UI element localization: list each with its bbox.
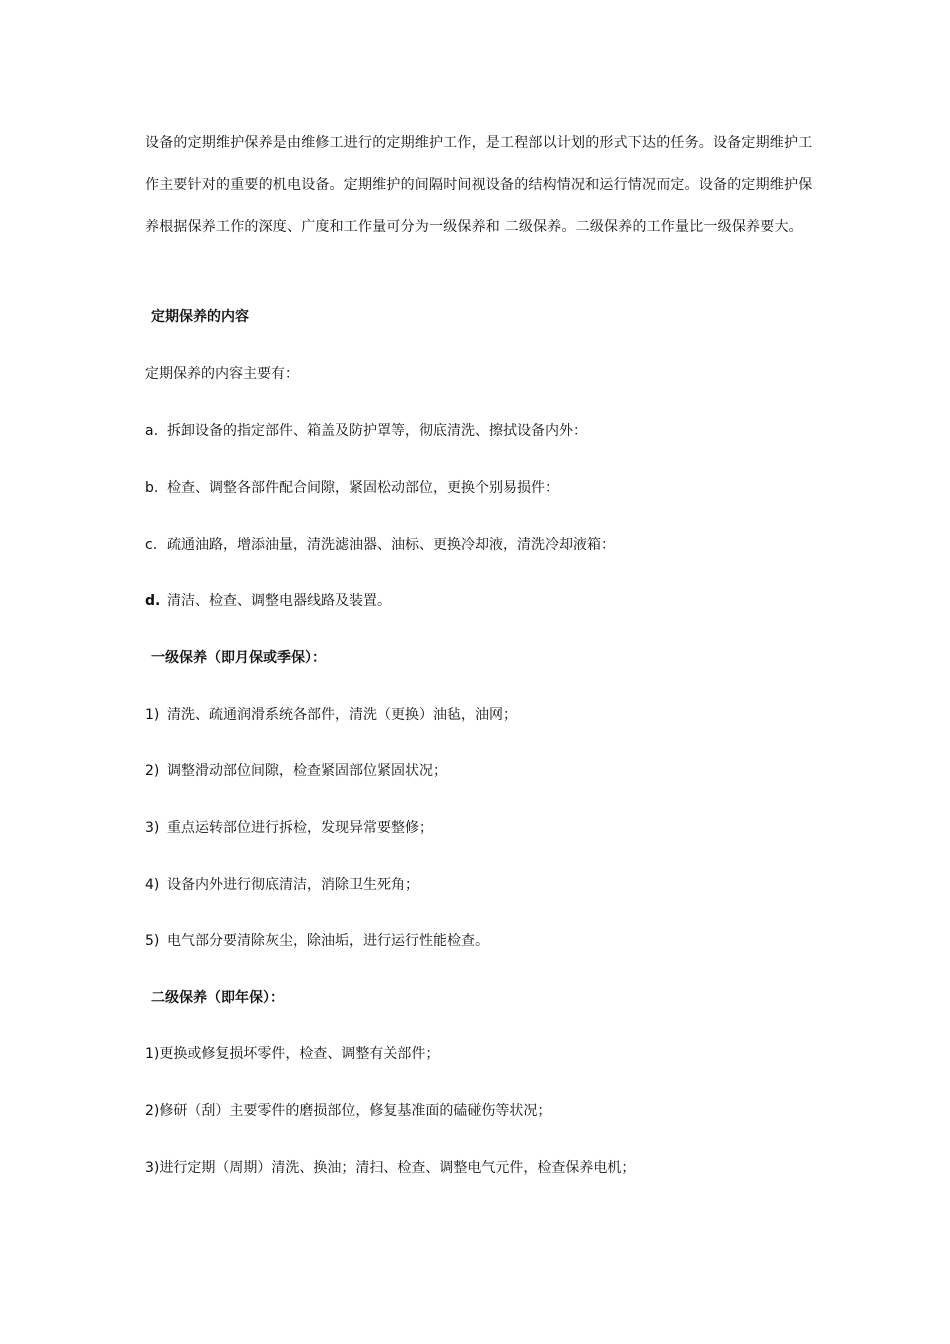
list-marker: 2) [145, 1103, 160, 1119]
list-item-text: 电气部分要清除灰尘，除油垢，进行运行性能检查。 [167, 933, 489, 949]
list-item-text: 重点运转部位进行拆检，发现异常要整修； [167, 820, 433, 836]
list-marker: 2) [145, 763, 160, 779]
section-heading-level2: 二级保养（即年保）： [151, 990, 284, 1006]
list-item [145, 421, 587, 441]
list-item [145, 535, 615, 555]
list-item-text: 拆卸设备的指定部件、箱盖及防护罩等，彻底清洗、擦拭设备内外： [167, 423, 587, 439]
list-item [145, 478, 559, 498]
list-item-text: 疏通油路，增添油量，清洗滤油器、油标、更换冷却液，清洗冷却液箱： [167, 537, 615, 553]
list-item-text: 清洁、检查、调整电器线路及装置。 [167, 593, 391, 609]
list-item [145, 591, 391, 611]
list-item [145, 875, 419, 895]
list-item [145, 705, 517, 725]
list-item [145, 1101, 551, 1121]
list-marker: 1) [145, 1046, 160, 1062]
list-marker: a. [145, 423, 159, 439]
list-item-text: 进行定期（周期）清洗、换油；清扫、检查、调整电气元件，检查保养电机； [159, 1160, 636, 1176]
list-marker: 3) [145, 820, 160, 836]
list-item [145, 1044, 439, 1064]
section-lead: 定期保养的内容主要有： [145, 366, 299, 382]
list-marker: 4) [145, 877, 160, 893]
list-item-text: 更换或修复损坏零件，检查、调整有关部件； [159, 1046, 440, 1062]
list-marker: d. [145, 593, 161, 609]
list-item [145, 1158, 635, 1178]
list-marker: c. [145, 537, 158, 553]
list-item-text: 调整滑动部位间隙，检查紧固部位紧固状况； [167, 763, 447, 779]
section-heading-level1: 一级保养（即月保或季保）： [151, 650, 326, 666]
list-marker: 1) [145, 707, 160, 723]
list-marker: b. [145, 480, 159, 496]
list-item-text: 设备内外进行彻底清洁，消除卫生死角； [167, 877, 419, 893]
list-marker: 5) [145, 933, 160, 949]
list-item [145, 761, 447, 781]
list-item-text: 清洗、疏通润滑系统各部件，清洗（更换）油毡，油网； [167, 707, 517, 723]
section-heading-periodic-content: 定期保养的内容 [151, 309, 249, 325]
intro-paragraph: 设备的定期维护保养是由维修工进行的定期维护工作，是工程部以计划的形式下达的任务。设备定期维护工作主要针对的重要的机电设备。定期维护的间隔时间视设备的结构情况和运行情况而定。设备的定期维护保养根据保养工作的深度、广度和工作量可分为一级保养和 二级保养。二级保养的工作量比一级保养要大。 [145, 135, 813, 235]
list-item [145, 931, 489, 951]
list-item-text: 修研（刮）主要零件的磨损部位，修复基准面的磕碰伤等状况； [159, 1103, 552, 1119]
list-item-text: 检查、调整各部件配合间隙，紧固松动部位，更换个别易损件： [167, 480, 559, 496]
list-item [145, 818, 433, 838]
list-marker: 3) [145, 1160, 160, 1176]
